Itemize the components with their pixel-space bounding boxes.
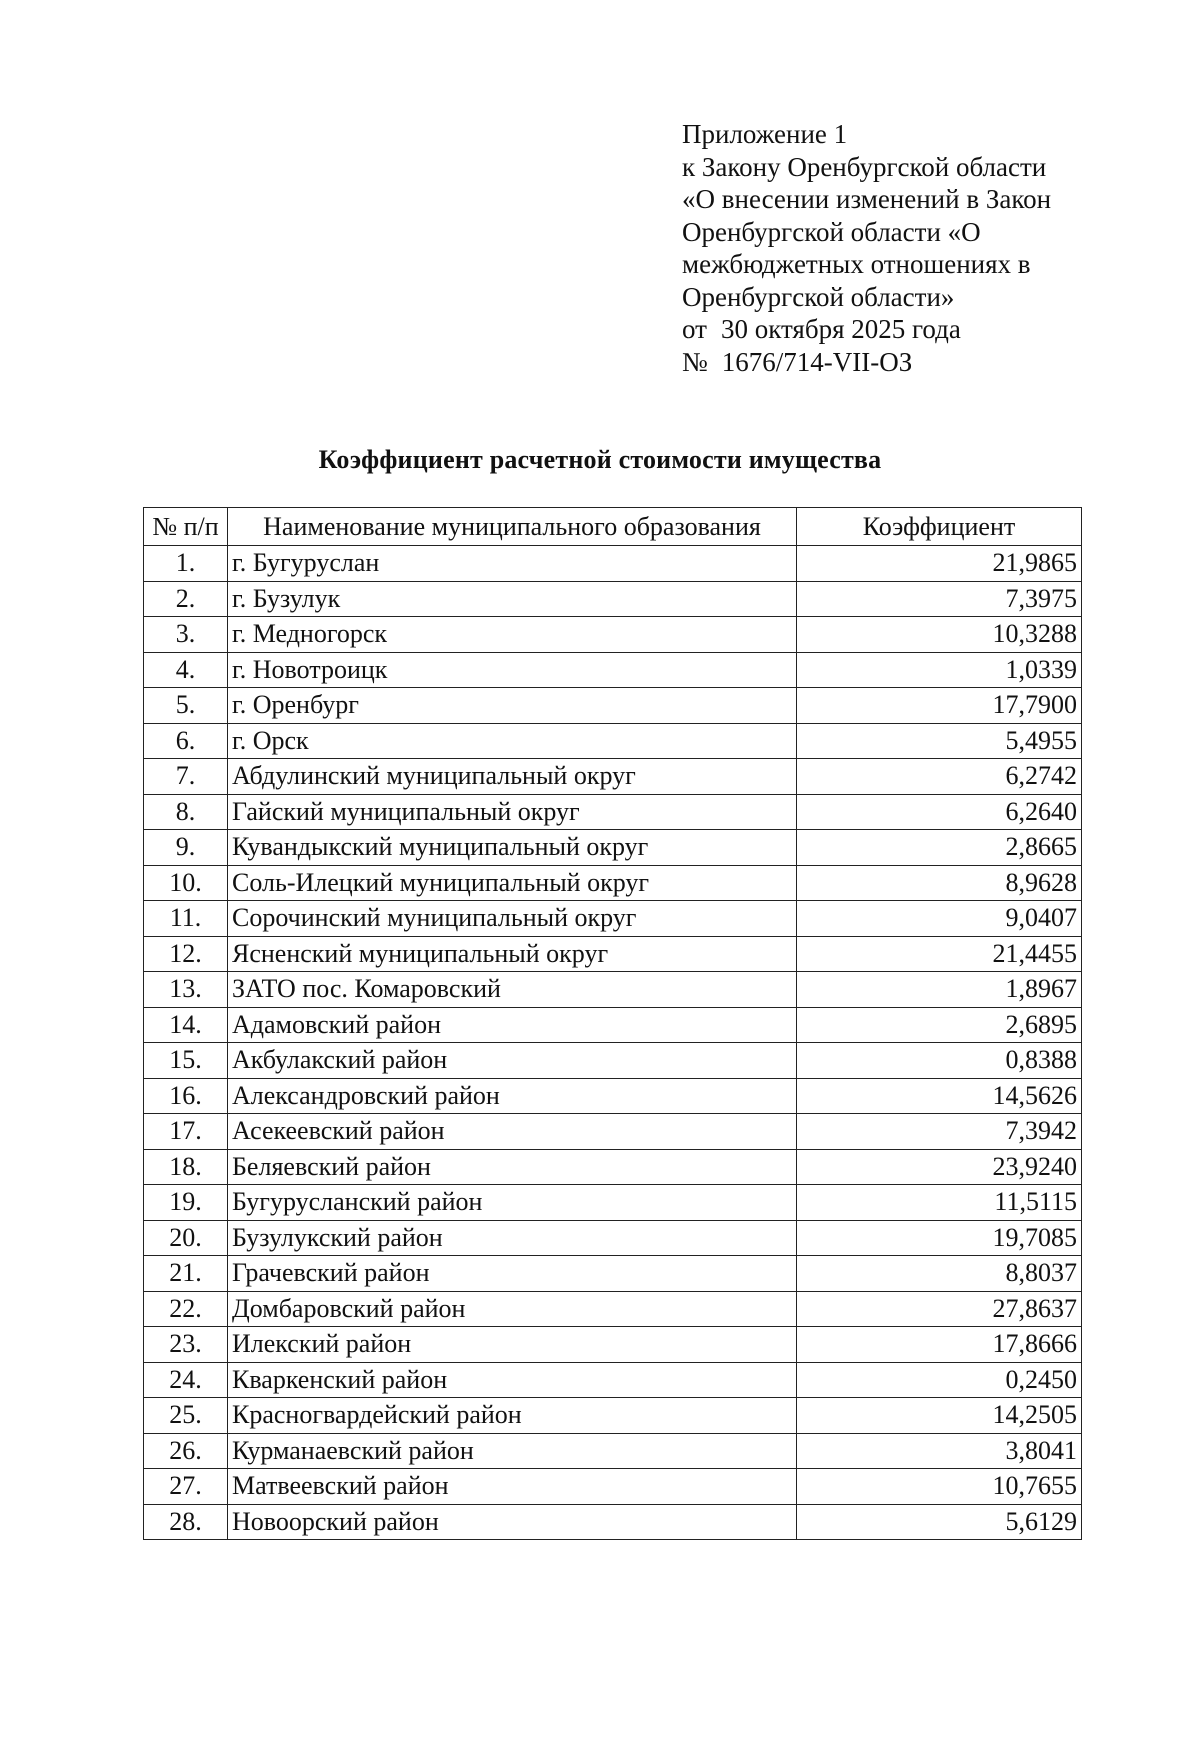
municipality-name: Новоорский район bbox=[228, 1504, 797, 1540]
row-number: 16. bbox=[144, 1078, 228, 1114]
row-number: 11. bbox=[144, 901, 228, 937]
row-number: 5. bbox=[144, 688, 228, 724]
coefficient-value: 2,6895 bbox=[797, 1007, 1082, 1043]
municipality-name: Абдулинский муниципальный округ bbox=[228, 759, 797, 795]
table-row bbox=[144, 1185, 1082, 1221]
municipality-name: г. Медногорск bbox=[228, 617, 797, 653]
municipality-name: Матвеевский район bbox=[228, 1469, 797, 1505]
municipality-name: Акбулакский район bbox=[228, 1043, 797, 1079]
row-number: 13. bbox=[144, 972, 228, 1008]
coefficient-value: 10,7655 bbox=[797, 1469, 1082, 1505]
row-number: 10. bbox=[144, 865, 228, 901]
row-number: 4. bbox=[144, 652, 228, 688]
coefficient-value: 5,4955 bbox=[797, 723, 1082, 759]
coefficient-value: 5,6129 bbox=[797, 1504, 1082, 1540]
coefficient-value: 7,3942 bbox=[797, 1114, 1082, 1150]
municipality-name: Александровский район bbox=[228, 1078, 797, 1114]
row-number: 18. bbox=[144, 1149, 228, 1185]
document-title: Коэффициент расчетной стоимости имущества bbox=[318, 445, 882, 474]
appendix-block bbox=[682, 118, 1102, 378]
municipality-name: Адамовский район bbox=[228, 1007, 797, 1043]
table-row bbox=[144, 1362, 1082, 1398]
coefficient-value: 23,9240 bbox=[797, 1149, 1082, 1185]
row-number: 21. bbox=[144, 1256, 228, 1292]
table-row bbox=[144, 652, 1082, 688]
table-row bbox=[144, 1007, 1082, 1043]
row-number: 24. bbox=[144, 1362, 228, 1398]
row-number: 12. bbox=[144, 936, 228, 972]
row-number: 9. bbox=[144, 830, 228, 866]
row-number: 23. bbox=[144, 1327, 228, 1363]
header-coefficient: Коэффициент bbox=[797, 508, 1082, 546]
municipality-name: Грачевский район bbox=[228, 1256, 797, 1292]
coefficient-value: 0,2450 bbox=[797, 1362, 1082, 1398]
coefficient-value: 0,8388 bbox=[797, 1043, 1082, 1079]
table-row bbox=[144, 1398, 1082, 1434]
coefficient-value: 14,5626 bbox=[797, 1078, 1082, 1114]
coefficient-value: 6,2742 bbox=[797, 759, 1082, 795]
municipality-name: Ясненский муниципальный округ bbox=[228, 936, 797, 972]
municipality-name: Курманаевский район bbox=[228, 1433, 797, 1469]
appendix-line: «О внесении изменений в Закон bbox=[682, 184, 1052, 214]
municipality-name: Кваркенский район bbox=[228, 1362, 797, 1398]
header-number: № п/п bbox=[144, 508, 228, 546]
header-municipality: Наименование муниципального образования bbox=[228, 508, 797, 546]
table-row bbox=[144, 1114, 1082, 1150]
municipality-name: Бузулукский район bbox=[228, 1220, 797, 1256]
coefficient-value: 21,4455 bbox=[797, 936, 1082, 972]
date-prefix: от bbox=[682, 314, 707, 344]
table-row bbox=[144, 581, 1082, 617]
table-row bbox=[144, 1256, 1082, 1292]
municipality-name: Сорочинский муниципальный округ bbox=[228, 901, 797, 937]
municipality-name: г. Орск bbox=[228, 723, 797, 759]
coefficient-value: 6,2640 bbox=[797, 794, 1082, 830]
table-row bbox=[144, 936, 1082, 972]
row-number: 25. bbox=[144, 1398, 228, 1434]
row-number: 28. bbox=[144, 1504, 228, 1540]
row-number: 7. bbox=[144, 759, 228, 795]
coefficient-value: 7,3975 bbox=[797, 581, 1082, 617]
table-row bbox=[144, 1291, 1082, 1327]
table-row bbox=[144, 901, 1082, 937]
municipality-name: Соль-Илецкий муниципальный округ bbox=[228, 865, 797, 901]
row-number: 26. bbox=[144, 1433, 228, 1469]
table-row bbox=[144, 1078, 1082, 1114]
row-number: 15. bbox=[144, 1043, 228, 1079]
row-number: 14. bbox=[144, 1007, 228, 1043]
municipality-name: Домбаровский район bbox=[228, 1291, 797, 1327]
coefficient-value: 3,8041 bbox=[797, 1433, 1082, 1469]
appendix-line: Оренбургской области «О bbox=[682, 216, 981, 247]
municipality-name: Илекский район bbox=[228, 1327, 797, 1363]
table-row bbox=[144, 830, 1082, 866]
table-row bbox=[144, 1433, 1082, 1469]
municipality-name: Беляевский район bbox=[228, 1149, 797, 1185]
coefficient-value: 1,0339 bbox=[797, 652, 1082, 688]
coefficient-value: 10,3288 bbox=[797, 617, 1082, 653]
municipality-name: г. Бугуруслан bbox=[228, 546, 797, 582]
number-prefix: № bbox=[682, 346, 708, 377]
table-row bbox=[144, 617, 1082, 653]
table-row bbox=[144, 546, 1082, 582]
municipality-name: г. Бузулук bbox=[228, 581, 797, 617]
row-number: 8. bbox=[144, 794, 228, 830]
table-row bbox=[144, 1149, 1082, 1185]
coefficient-value: 17,8666 bbox=[797, 1327, 1082, 1363]
municipality-name: Асекеевский район bbox=[228, 1114, 797, 1150]
municipality-name: Красногвардейский район bbox=[228, 1398, 797, 1434]
coefficient-value: 27,8637 bbox=[797, 1291, 1082, 1327]
law-date: 30 октября 2025 года bbox=[720, 314, 961, 344]
table-row bbox=[144, 1327, 1082, 1363]
row-number: 22. bbox=[144, 1291, 228, 1327]
table-row bbox=[144, 1469, 1082, 1505]
table-row bbox=[144, 794, 1082, 830]
row-number: 20. bbox=[144, 1220, 228, 1256]
row-number: 3. bbox=[144, 617, 228, 653]
coefficient-value: 14,2505 bbox=[797, 1398, 1082, 1434]
table-row bbox=[144, 1043, 1082, 1079]
appendix-line: Оренбургской области» bbox=[682, 281, 955, 312]
coefficient-value: 1,8967 bbox=[797, 972, 1082, 1008]
municipality-name: г. Новотроицк bbox=[228, 652, 797, 688]
table-row bbox=[144, 1220, 1082, 1256]
municipality-name: ЗАТО пос. Комаровский bbox=[228, 972, 797, 1008]
appendix-line: межбюджетных отношениях в bbox=[682, 249, 1031, 279]
table-row bbox=[144, 759, 1082, 795]
coefficient-value: 21,9865 bbox=[797, 546, 1082, 582]
appendix-line: к Закону Оренбургской области bbox=[682, 151, 1047, 182]
coefficient-value: 17,7900 bbox=[797, 688, 1082, 724]
table-row bbox=[144, 723, 1082, 759]
municipality-name: Бугурусланский район bbox=[228, 1185, 797, 1221]
row-number: 27. bbox=[144, 1469, 228, 1505]
municipality-name: Гайский муниципальный округ bbox=[228, 794, 797, 830]
appendix-date-line bbox=[682, 313, 1102, 346]
municipality-name: г. Оренбург bbox=[228, 688, 797, 724]
table-row bbox=[144, 865, 1082, 901]
coefficient-value: 19,7085 bbox=[797, 1220, 1082, 1256]
row-number: 2. bbox=[144, 581, 228, 617]
law-number: 1676/714-VII-ОЗ bbox=[721, 346, 913, 377]
row-number: 6. bbox=[144, 723, 228, 759]
coefficient-value: 9,0407 bbox=[797, 901, 1082, 937]
table-header-row bbox=[144, 508, 1082, 546]
coefficient-value: 2,8665 bbox=[797, 830, 1082, 866]
municipality-name: Кувандыкский муниципальный округ bbox=[228, 830, 797, 866]
coefficient-value: 8,9628 bbox=[797, 865, 1082, 901]
appendix-number-line bbox=[682, 346, 1102, 379]
table-row bbox=[144, 972, 1082, 1008]
row-number: 17. bbox=[144, 1114, 228, 1150]
table-body bbox=[144, 546, 1082, 1540]
coefficient-value: 8,8037 bbox=[797, 1256, 1082, 1292]
coefficient-table bbox=[143, 507, 1082, 1540]
coefficient-value: 11,5115 bbox=[797, 1185, 1082, 1221]
table-row bbox=[144, 1504, 1082, 1540]
row-number: 19. bbox=[144, 1185, 228, 1221]
table-row bbox=[144, 688, 1082, 724]
appendix-line: Приложение 1 bbox=[682, 119, 848, 149]
row-number: 1. bbox=[144, 546, 228, 582]
